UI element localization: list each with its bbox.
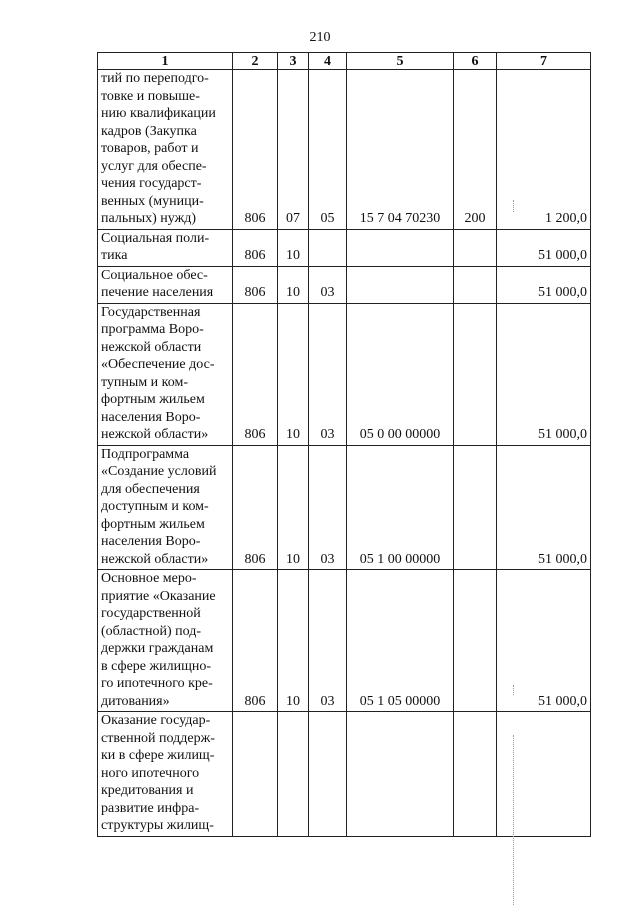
code-cell: [233, 712, 278, 837]
row-name-cell: тий по переподго- товке и повыше- нию квалификации кадров (Закупка товаров, работ и услуг для обеспе- чения государст- венных (муници- пальных) нужд): [98, 70, 233, 230]
table-row: [98, 70, 591, 230]
subsection-cell: [309, 229, 347, 266]
subsection-cell: 05: [309, 70, 347, 230]
row-name-cell: Основное меро- приятие «Оказание государственной (областной) под- держки гражданам в сфере жилищно- го ипотечного кре- дитования»: [98, 570, 233, 712]
page-number: 210: [309, 30, 331, 45]
target-article-cell: 05 1 00 00000: [347, 445, 454, 570]
amount-cell: 51 000,0: [497, 570, 591, 712]
section-cell: [278, 712, 309, 837]
header-col-7: 7: [497, 53, 591, 70]
row-name-cell: Социальная поли- тика: [98, 229, 233, 266]
target-article-cell: 05 1 05 00000: [347, 570, 454, 712]
table-header-row: [98, 53, 591, 70]
header-col-1: 1: [98, 53, 233, 70]
target-article-cell: 15 7 04 70230: [347, 70, 454, 230]
table-row: [98, 229, 591, 266]
amount-cell: 51 000,0: [497, 303, 591, 445]
target-article-cell: [347, 229, 454, 266]
target-article-cell: [347, 712, 454, 837]
target-article-cell: 05 0 00 00000: [347, 303, 454, 445]
row-name-cell: Оказание государ- ственной поддерж- ки в сфере жилищ- ного ипотечного кредитования и развитие инфра- структуры жилищ-: [98, 712, 233, 837]
section-cell: 10: [278, 445, 309, 570]
subsection-cell: 03: [309, 570, 347, 712]
header-col-4: 4: [309, 53, 347, 70]
header-col-2: 2: [233, 53, 278, 70]
amount-cell: 51 000,0: [497, 266, 591, 303]
amount-cell: 51 000,0: [497, 445, 591, 570]
budget-table: [97, 52, 591, 837]
code-cell: 806: [233, 70, 278, 230]
row-name-cell: Социальное обес- печение населения: [98, 266, 233, 303]
expense-type-cell: [454, 303, 497, 445]
table-row: [98, 570, 591, 712]
target-article-cell: [347, 266, 454, 303]
code-cell: 806: [233, 570, 278, 712]
margin-dotted-line: [513, 200, 514, 212]
header-col-6: 6: [454, 53, 497, 70]
expense-type-cell: [454, 570, 497, 712]
subsection-cell: 03: [309, 266, 347, 303]
section-cell: 10: [278, 570, 309, 712]
amount-cell: 51 000,0: [497, 229, 591, 266]
code-cell: 806: [233, 303, 278, 445]
header-col-3: 3: [278, 53, 309, 70]
code-cell: 806: [233, 266, 278, 303]
row-name-cell: Государственная программа Воро- нежской области «Обеспечение дос- тупным и ком- фортным жильем населения Воро- нежской области»: [98, 303, 233, 445]
expense-type-cell: [454, 229, 497, 266]
amount-cell: 1 200,0: [497, 70, 591, 230]
code-cell: 806: [233, 229, 278, 266]
code-cell: 806: [233, 445, 278, 570]
table-row: [98, 303, 591, 445]
row-name-cell: Подпрограмма «Создание условий для обеспечения доступным и ком- фортным жильем населения Воро- нежской области»: [98, 445, 233, 570]
margin-dotted-line: [513, 735, 514, 905]
section-cell: 07: [278, 70, 309, 230]
table-row: [98, 445, 591, 570]
subsection-cell: [309, 712, 347, 837]
table-row: [98, 712, 591, 837]
section-cell: 10: [278, 303, 309, 445]
section-cell: 10: [278, 266, 309, 303]
table-row: [98, 266, 591, 303]
expense-type-cell: [454, 266, 497, 303]
header-col-5: 5: [347, 53, 454, 70]
subsection-cell: 03: [309, 445, 347, 570]
amount-cell: [497, 712, 591, 837]
expense-type-cell: 200: [454, 70, 497, 230]
margin-dotted-line: [513, 685, 514, 695]
expense-type-cell: [454, 445, 497, 570]
expense-type-cell: [454, 712, 497, 837]
subsection-cell: 03: [309, 303, 347, 445]
section-cell: 10: [278, 229, 309, 266]
